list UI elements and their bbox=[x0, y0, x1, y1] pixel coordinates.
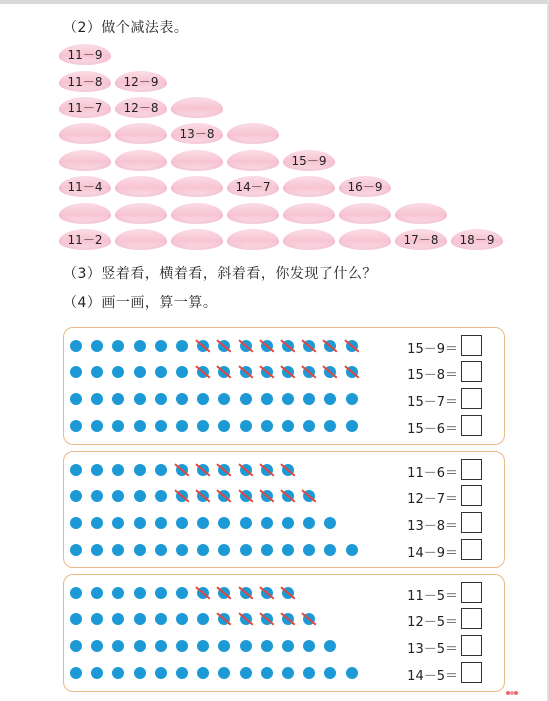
counter-dot bbox=[261, 517, 273, 529]
counter-dot bbox=[346, 544, 358, 556]
counter-dot bbox=[282, 393, 294, 405]
counter-dot bbox=[134, 340, 146, 352]
counter-dot bbox=[261, 393, 273, 405]
petal-cell bbox=[227, 176, 279, 197]
counter-dot bbox=[240, 640, 252, 652]
counter-dot bbox=[346, 393, 358, 405]
counter-dot bbox=[282, 340, 294, 352]
petal-label: 17－8 bbox=[403, 233, 439, 247]
petal-cell bbox=[171, 176, 223, 197]
question-3-title: （3）竖着看，横着看，斜着看，你发现了什么？ bbox=[63, 266, 377, 282]
counter-dot bbox=[176, 366, 188, 378]
equation-label: 15－8＝ bbox=[407, 368, 458, 383]
counter-dot bbox=[70, 517, 82, 529]
counter-dot bbox=[70, 490, 82, 502]
counter-dot bbox=[155, 587, 167, 599]
equation-label: 15－9＝ bbox=[407, 342, 458, 357]
counter-dot bbox=[155, 517, 167, 529]
counter-dot bbox=[261, 420, 273, 432]
page-top-border bbox=[0, 0, 549, 4]
equation-label: 12－7＝ bbox=[407, 492, 458, 507]
petal-cell bbox=[171, 97, 223, 118]
petal-label: 14－7 bbox=[235, 180, 271, 194]
counter-dot bbox=[240, 393, 252, 405]
counter-dot bbox=[134, 490, 146, 502]
answer-box[interactable] bbox=[461, 388, 482, 409]
counter-dot bbox=[282, 587, 294, 599]
equation-label: 11－6＝ bbox=[407, 466, 458, 481]
answer-box[interactable] bbox=[461, 635, 482, 656]
petal-cell bbox=[59, 97, 111, 118]
petal-cell bbox=[59, 150, 111, 171]
counter-dot bbox=[134, 640, 146, 652]
counter-dot bbox=[176, 517, 188, 529]
counter-dot bbox=[134, 667, 146, 679]
petal-label: 11－8 bbox=[67, 75, 103, 89]
counter-dot bbox=[134, 544, 146, 556]
counter-dot bbox=[176, 420, 188, 432]
counter-dot bbox=[282, 464, 294, 476]
equation-label: 13－5＝ bbox=[407, 642, 458, 657]
petal-cell bbox=[115, 71, 167, 92]
petal-cell bbox=[395, 203, 447, 224]
counter-dot bbox=[240, 667, 252, 679]
counter-dot bbox=[155, 490, 167, 502]
counter-dot bbox=[155, 544, 167, 556]
petal-label: 13－8 bbox=[179, 127, 215, 141]
counter-dot bbox=[261, 544, 273, 556]
petal-label: 12－9 bbox=[123, 75, 159, 89]
counter-dot bbox=[261, 490, 273, 502]
petal-cell bbox=[59, 44, 111, 65]
petal-cell bbox=[283, 229, 335, 250]
publisher-logo-icon bbox=[505, 690, 519, 696]
petal-cell bbox=[339, 229, 391, 250]
answer-box[interactable] bbox=[461, 459, 482, 480]
equation-label: 15－6＝ bbox=[407, 422, 458, 437]
counter-dot bbox=[261, 366, 273, 378]
counter-dot bbox=[176, 544, 188, 556]
petal-label: 11－4 bbox=[67, 180, 103, 194]
petal-cell bbox=[59, 71, 111, 92]
petal-cell bbox=[59, 229, 111, 250]
counter-dot bbox=[240, 587, 252, 599]
counter-dot bbox=[70, 640, 82, 652]
counter-dot bbox=[155, 640, 167, 652]
petal-cell bbox=[227, 150, 279, 171]
counter-dot bbox=[261, 613, 273, 625]
petal-label: 16－9 bbox=[347, 180, 383, 194]
petal-cell bbox=[115, 97, 167, 118]
counter-dot bbox=[240, 366, 252, 378]
counter-dot bbox=[176, 587, 188, 599]
equation-label: 11－5＝ bbox=[407, 589, 458, 604]
petal-cell bbox=[115, 176, 167, 197]
counter-dot bbox=[261, 464, 273, 476]
counter-dot bbox=[155, 366, 167, 378]
counter-dot bbox=[240, 464, 252, 476]
equation-label: 13－8＝ bbox=[407, 519, 458, 534]
petal-cell bbox=[59, 176, 111, 197]
counter-dot bbox=[176, 393, 188, 405]
counter-dot bbox=[240, 544, 252, 556]
counter-dot bbox=[240, 517, 252, 529]
petal-label: 12－8 bbox=[123, 101, 159, 115]
petal-cell bbox=[115, 123, 167, 144]
petal-cell bbox=[283, 176, 335, 197]
counter-dot bbox=[240, 420, 252, 432]
question-4-title: （4）画一画，算一算。 bbox=[63, 295, 218, 311]
petal-cell bbox=[395, 229, 447, 250]
petal-cell bbox=[171, 123, 223, 144]
petal-cell bbox=[171, 150, 223, 171]
counter-dot bbox=[134, 420, 146, 432]
counter-dot bbox=[176, 464, 188, 476]
counter-dot bbox=[176, 667, 188, 679]
answer-box[interactable] bbox=[461, 582, 482, 603]
counter-dot bbox=[70, 544, 82, 556]
counter-dot bbox=[70, 393, 82, 405]
petal-cell bbox=[283, 203, 335, 224]
counter-dot bbox=[240, 490, 252, 502]
petal-cell bbox=[115, 229, 167, 250]
counter-dot bbox=[176, 340, 188, 352]
answer-box[interactable] bbox=[461, 415, 482, 436]
equation-label: 14－5＝ bbox=[407, 669, 458, 684]
petal-label: 18－9 bbox=[459, 233, 495, 247]
counter-dot bbox=[134, 613, 146, 625]
petal-label: 11－2 bbox=[67, 233, 103, 247]
equation-label: 12－5＝ bbox=[407, 615, 458, 630]
counter-dot bbox=[70, 366, 82, 378]
answer-box[interactable] bbox=[461, 608, 482, 629]
counter-dot bbox=[346, 340, 358, 352]
counter-dot bbox=[261, 340, 273, 352]
counter-dot bbox=[282, 517, 294, 529]
answer-box[interactable] bbox=[461, 335, 482, 356]
counter-dot bbox=[346, 667, 358, 679]
petal-cell bbox=[115, 203, 167, 224]
counter-dot bbox=[261, 667, 273, 679]
counter-dot bbox=[176, 640, 188, 652]
petal-cell bbox=[227, 123, 279, 144]
counter-dot bbox=[155, 667, 167, 679]
counter-dot bbox=[282, 420, 294, 432]
counter-dot bbox=[70, 667, 82, 679]
counter-dot bbox=[155, 464, 167, 476]
answer-box[interactable] bbox=[461, 662, 482, 683]
counter-dot bbox=[70, 587, 82, 599]
petal-cell bbox=[227, 203, 279, 224]
counter-dot bbox=[346, 366, 358, 378]
counter-dot bbox=[70, 340, 82, 352]
petal-cell bbox=[339, 176, 391, 197]
counter-dot bbox=[261, 640, 273, 652]
petal-label: 11－7 bbox=[67, 101, 103, 115]
counter-dot bbox=[240, 613, 252, 625]
petal-cell bbox=[59, 203, 111, 224]
counter-dot bbox=[346, 420, 358, 432]
petal-label: 11－9 bbox=[67, 48, 103, 62]
counter-dot bbox=[282, 640, 294, 652]
counter-dot bbox=[240, 340, 252, 352]
counter-dot bbox=[155, 613, 167, 625]
petal-cell bbox=[171, 203, 223, 224]
equation-label: 15－7＝ bbox=[407, 395, 458, 410]
counter-dot bbox=[282, 490, 294, 502]
petal-cell bbox=[451, 229, 503, 250]
petal-cell bbox=[227, 229, 279, 250]
counter-dot bbox=[70, 420, 82, 432]
answer-box[interactable] bbox=[461, 512, 482, 533]
counter-dot bbox=[70, 464, 82, 476]
counter-dot bbox=[282, 613, 294, 625]
petal-cell bbox=[59, 123, 111, 144]
petal-cell bbox=[339, 203, 391, 224]
counter-dot bbox=[155, 393, 167, 405]
counter-dot bbox=[282, 544, 294, 556]
counter-dot bbox=[261, 587, 273, 599]
counter-dot bbox=[134, 366, 146, 378]
answer-box[interactable] bbox=[461, 485, 482, 506]
petal-cell bbox=[115, 150, 167, 171]
counter-dot bbox=[176, 490, 188, 502]
counter-dot bbox=[282, 667, 294, 679]
counter-dot bbox=[134, 393, 146, 405]
question-2-title: （2）做个减法表。 bbox=[63, 20, 189, 36]
counter-dot bbox=[134, 517, 146, 529]
counter-dot bbox=[134, 587, 146, 599]
petal-cell bbox=[171, 229, 223, 250]
counter-dot bbox=[176, 613, 188, 625]
counter-dot bbox=[155, 340, 167, 352]
petal-label: 15－9 bbox=[291, 154, 327, 168]
counter-dot bbox=[70, 613, 82, 625]
answer-box[interactable] bbox=[461, 539, 482, 560]
equation-label: 14－9＝ bbox=[407, 546, 458, 561]
counter-dot bbox=[155, 420, 167, 432]
petal-cell bbox=[283, 150, 335, 171]
answer-box[interactable] bbox=[461, 361, 482, 382]
counter-dot bbox=[282, 366, 294, 378]
counter-dot bbox=[134, 464, 146, 476]
